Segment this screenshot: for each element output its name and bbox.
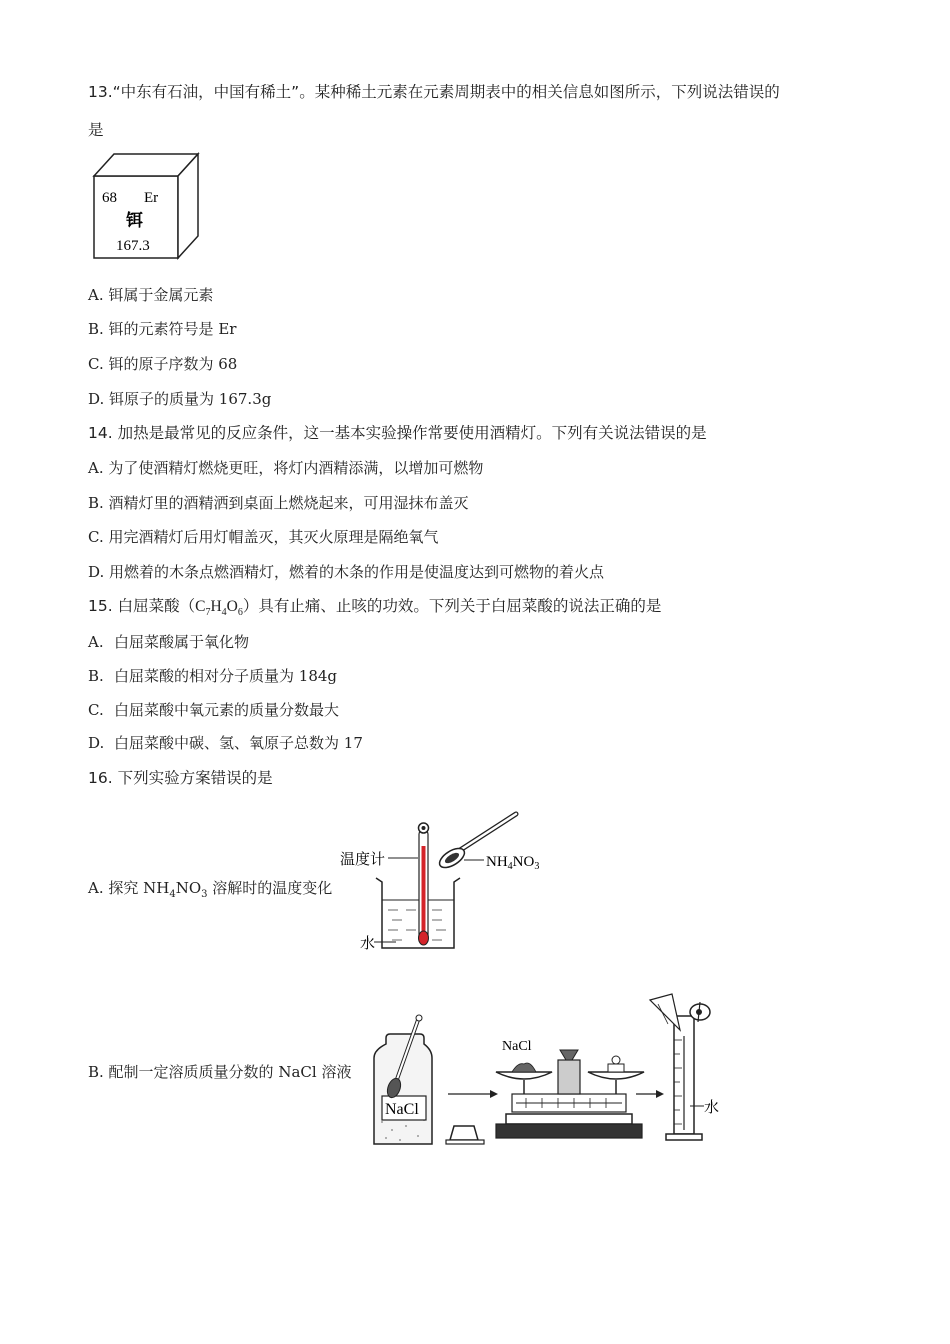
jar-stopper bbox=[450, 1126, 478, 1140]
balance-base bbox=[506, 1114, 632, 1124]
q13-option-a: A. 铒属于金属元素 bbox=[88, 286, 214, 304]
figure-b-balance-label: NaCl bbox=[502, 1039, 532, 1054]
figure-b-water-label: 水 bbox=[704, 1100, 720, 1116]
q14-option-a: A. 为了使酒精灯燃烧更旺，将灯内酒精添满，以增加可燃物 bbox=[88, 459, 484, 477]
figure-b-solution-prep bbox=[366, 990, 726, 1150]
q15-formula: $C_7H_4O_6$ bbox=[195, 598, 243, 619]
beaker bbox=[376, 878, 460, 948]
q14-option-d: D. 用燃着的木条点燃酒精灯，燃着的木条的作用是使温度达到可燃物的着火点 bbox=[88, 563, 605, 581]
q16-stem: 16. 下列实验方案错误的是 bbox=[88, 769, 273, 787]
element-symbol: Er bbox=[144, 190, 159, 206]
q13-number: 13. bbox=[88, 83, 113, 101]
q15-option-a: A. 白屈菜酸属于氧化物 bbox=[88, 633, 250, 651]
element-mass: 167.3 bbox=[116, 238, 150, 254]
q16-number: 16. bbox=[88, 769, 113, 787]
figure-a-thermometer-label: 温度计 bbox=[340, 852, 386, 868]
q15-stem: 15. 白屈菜酸$(C_7H_4O_6)$具有止痛、止咳的功效。下列关于白屈菜酸的说法正确的是 bbox=[88, 597, 662, 619]
q13-stem-line1: 13.“中东有石油，中国有稀土”。某种稀土元素在元素周期表中的相关信息如图所示，下列说法错误的 bbox=[88, 83, 780, 101]
q13-option-b: B. 铒的元素符号是 Er bbox=[88, 320, 237, 338]
figure-a-dissolution bbox=[336, 806, 566, 956]
q13-option-d: D. 铒原子的质量为 167.3g bbox=[88, 390, 272, 408]
q14-number: 14. bbox=[88, 424, 113, 442]
balance-right-pan bbox=[588, 1072, 644, 1079]
element-name: 铒 bbox=[126, 211, 143, 230]
q15-option-c: C. 白屈菜酸中氧元素的质量分数最大 bbox=[88, 701, 340, 719]
q14-stem: 14. 加热是最常见的反应条件，这一基本实验操作常要使用酒精灯。下列有关说法错误的是 bbox=[88, 424, 707, 442]
balance-left-pan bbox=[496, 1072, 552, 1079]
q14-option-c: C. 用完酒精灯后用灯帽盖灭，其灭火原理是隔绝氧气 bbox=[88, 528, 439, 546]
q13-option-c: C. 铒的原子序数为 68 bbox=[88, 355, 238, 373]
q15-option-d: D. 白屈菜酸中碳、氢、氧原子总数为 17 bbox=[88, 734, 363, 752]
figure-b-jar-label: NaCl bbox=[385, 1101, 419, 1118]
figure-a-reagent-label: $NH_4NO_3$ bbox=[486, 854, 540, 872]
figure-a-water-label: 水 bbox=[360, 936, 376, 952]
q15-option-b: B. 白屈菜酸的相对分子质量为 184g bbox=[88, 667, 338, 685]
element-atomic-number: 68 bbox=[102, 190, 117, 206]
water-hatch bbox=[388, 910, 446, 940]
element-card-figure bbox=[90, 150, 210, 262]
q15-number: 15. bbox=[88, 597, 113, 615]
funnel bbox=[650, 994, 680, 1030]
reagent-jar bbox=[374, 1034, 432, 1144]
q13-stem-line2: 是 bbox=[88, 121, 104, 139]
q16-option-a: A. 探究 $NH_4NO_3$ 溶解时的温度变化 bbox=[88, 879, 333, 900]
q16-option-b: B. 配制一定溶质质量分数的 NaCl 溶液 bbox=[88, 1063, 352, 1081]
q14-option-b: B. 酒精灯里的酒精洒到桌面上燃烧起来，可用湿抹布盖灭 bbox=[88, 494, 469, 512]
